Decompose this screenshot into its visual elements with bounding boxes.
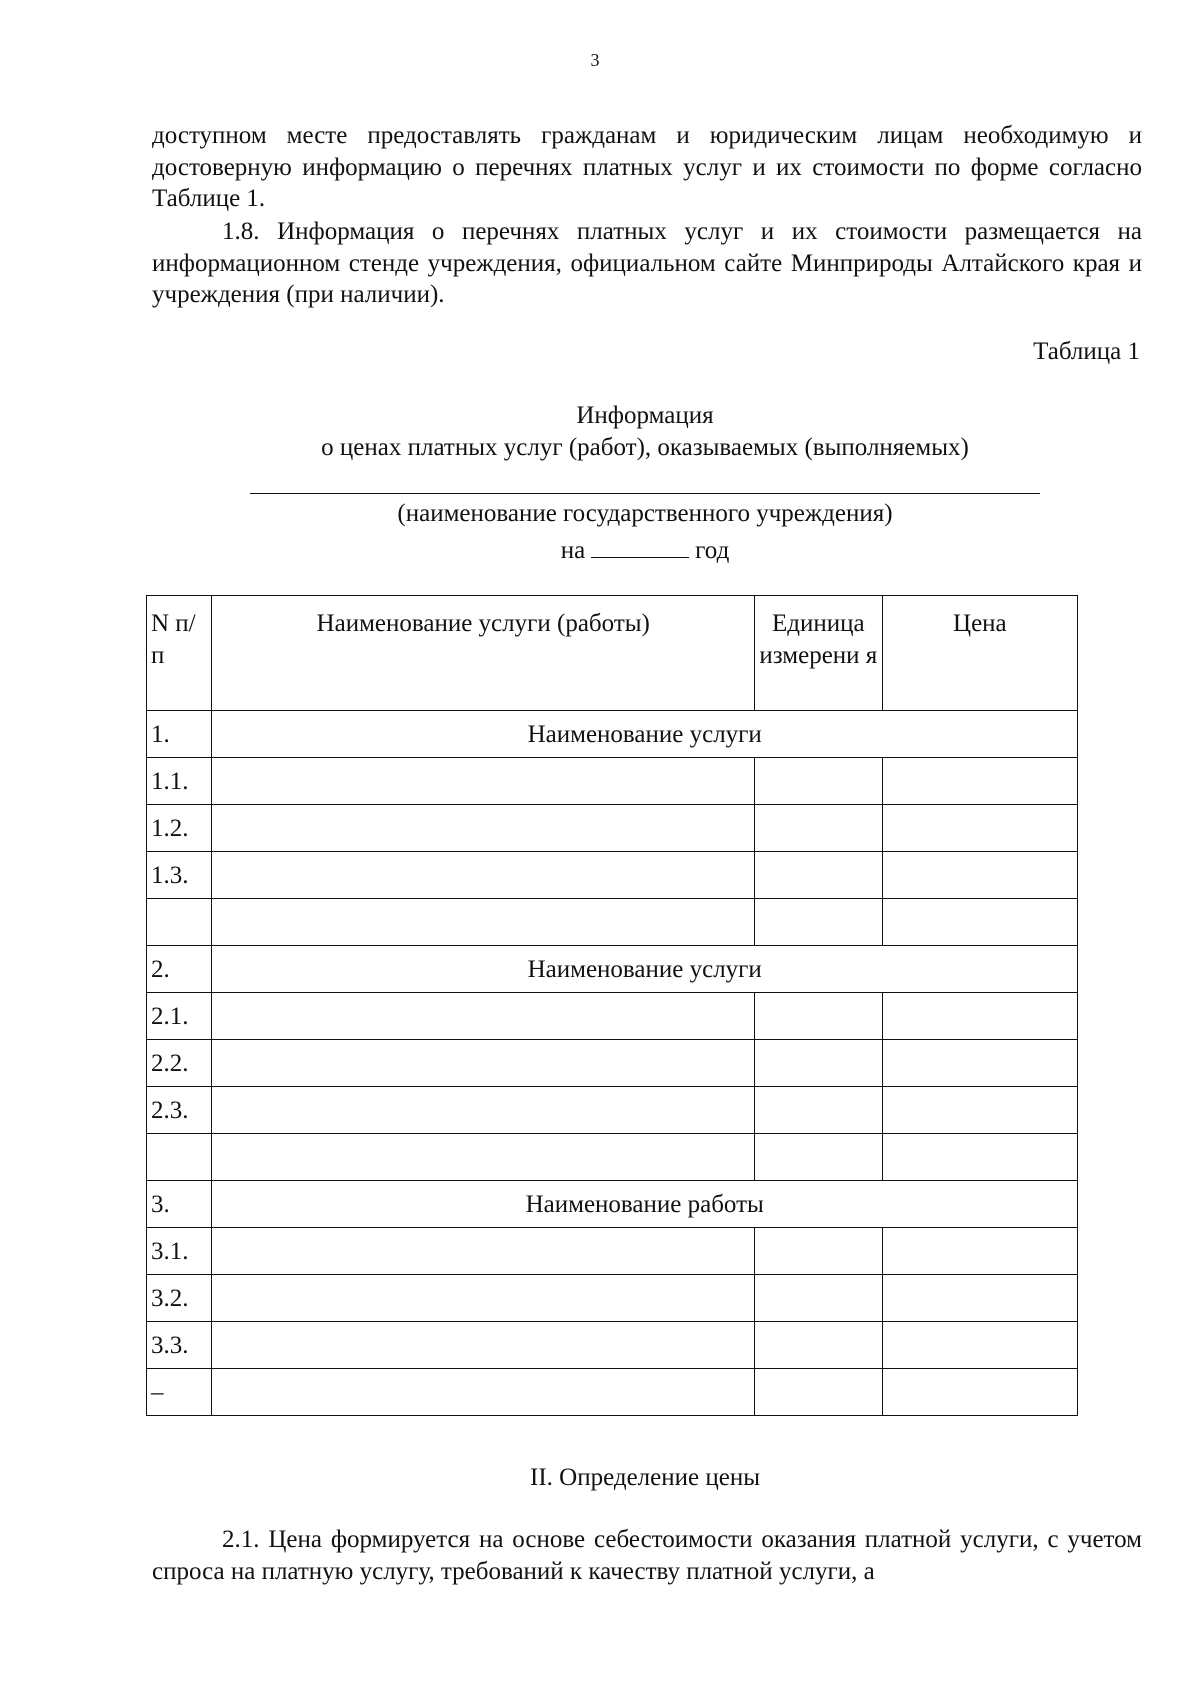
group-number: 3.	[147, 1181, 212, 1228]
row-unit-cell	[754, 1275, 882, 1322]
header-number: N п/п	[147, 596, 212, 711]
price-table	[146, 595, 1078, 1416]
group-number: 2.	[147, 946, 212, 993]
row-unit-cell	[754, 993, 882, 1040]
table-group-row	[147, 1181, 1078, 1228]
year-suffix: год	[695, 537, 730, 564]
section-2-heading: II. Определение цены	[530, 1464, 760, 1491]
row-number: 2.2.	[147, 1040, 212, 1087]
form-title: Информация	[576, 402, 714, 429]
year-blank-line	[591, 535, 689, 558]
table-row	[147, 899, 1078, 946]
table-row	[147, 1040, 1078, 1087]
row-price-cell	[882, 1275, 1077, 1322]
table-label: Таблица 1	[1033, 338, 1140, 365]
row-price-cell	[882, 1322, 1077, 1369]
row-unit-cell	[754, 805, 882, 852]
group-number: 1.	[147, 711, 212, 758]
row-service-name-cell	[212, 805, 755, 852]
row-unit-cell	[754, 1228, 882, 1275]
row-service-name-cell	[212, 852, 755, 899]
row-price-cell	[882, 899, 1077, 946]
row-service-name-cell	[212, 1322, 755, 1369]
row-price-cell	[882, 993, 1077, 1040]
row-unit-cell	[754, 852, 882, 899]
table-header-row	[147, 596, 1078, 711]
row-price-cell	[882, 852, 1077, 899]
row-unit-cell	[754, 1134, 882, 1181]
row-unit-cell	[754, 1087, 882, 1134]
row-number: 1.2.	[147, 805, 212, 852]
table-group-row	[147, 711, 1078, 758]
table-row	[147, 1275, 1078, 1322]
row-number	[147, 1134, 212, 1181]
row-service-name-cell	[212, 1087, 755, 1134]
row-service-name-cell	[212, 899, 755, 946]
row-price-cell	[882, 1369, 1077, 1416]
row-price-cell	[882, 1134, 1077, 1181]
row-price-cell	[882, 1228, 1077, 1275]
row-unit-cell	[754, 899, 882, 946]
header-service-name: Наименование услуги (работы)	[212, 596, 755, 711]
row-unit-cell	[754, 758, 882, 805]
table-row	[147, 1134, 1078, 1181]
table-row	[147, 758, 1078, 805]
row-number: 1.1.	[147, 758, 212, 805]
row-number	[147, 899, 212, 946]
form-subtitle: о ценах платных услуг (работ), оказываемых (выполняемых)	[321, 434, 969, 461]
row-unit-cell	[754, 1322, 882, 1369]
row-number: 3.2.	[147, 1275, 212, 1322]
row-unit-cell	[754, 1040, 882, 1087]
table-row	[147, 1322, 1078, 1369]
table-row	[147, 1228, 1078, 1275]
institution-name-caption: (наименование государственного учреждения)	[397, 500, 893, 527]
table-group-row	[147, 946, 1078, 993]
institution-name-blank-line	[250, 493, 1040, 494]
row-service-name-cell	[212, 1040, 755, 1087]
page-number: 3	[590, 50, 600, 70]
row-number: 2.3.	[147, 1087, 212, 1134]
row-unit-cell	[754, 1369, 882, 1416]
row-service-name-cell	[212, 1369, 755, 1416]
row-number: –	[147, 1369, 212, 1416]
row-number: 1.3.	[147, 852, 212, 899]
table-row	[147, 852, 1078, 899]
row-price-cell	[882, 805, 1077, 852]
row-service-name-cell	[212, 758, 755, 805]
row-number: 3.1.	[147, 1228, 212, 1275]
table-row	[147, 805, 1078, 852]
year-prefix: на	[560, 537, 586, 564]
row-service-name-cell	[212, 1134, 755, 1181]
intro-paragraph: доступном месте предоставлять гражданам и юридическим лицам необходимую и достоверную информацию о перечнях платных услуг и их стоимости по форме согласно Таблице 1.	[152, 122, 1142, 212]
table-row	[147, 1087, 1078, 1134]
row-price-cell	[882, 758, 1077, 805]
table-row	[147, 1369, 1078, 1416]
group-title: Наименование работы	[212, 1181, 1078, 1228]
header-price: Цена	[882, 596, 1077, 711]
row-number: 2.1.	[147, 993, 212, 1040]
paragraph-1-8: 1.8. Информация о перечнях платных услуг и их стоимости размещается на информационном стенде учреждения, официальном сайте Минприроды Алтайского края и учреждения (при наличии).	[152, 218, 1142, 308]
paragraph-2-1: 2.1. Цена формируется на основе себестоимости оказания платной услуги, с учетом спроса на платную услугу, требований к качеству платной услуги, а	[152, 1526, 1142, 1585]
row-service-name-cell	[212, 1228, 755, 1275]
table-row	[147, 993, 1078, 1040]
row-number: 3.3.	[147, 1322, 212, 1369]
row-service-name-cell	[212, 1275, 755, 1322]
group-title: Наименование услуги	[212, 946, 1078, 993]
group-title: Наименование услуги	[212, 711, 1078, 758]
row-price-cell	[882, 1087, 1077, 1134]
row-service-name-cell	[212, 993, 755, 1040]
header-unit: Единица измерени я	[754, 596, 882, 711]
year-line	[0, 535, 1200, 565]
row-price-cell	[882, 1040, 1077, 1087]
